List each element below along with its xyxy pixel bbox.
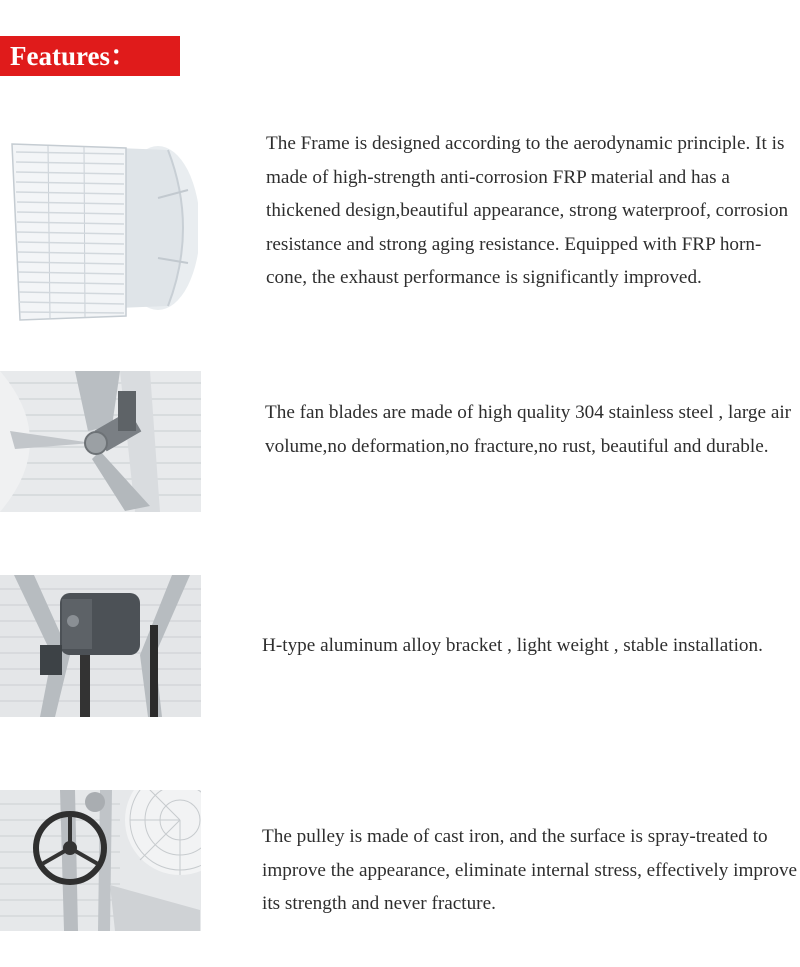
blades-photo: [0, 371, 201, 512]
feature-bracket-text: H-type aluminum alloy bracket , light weight , stable installation.: [262, 635, 763, 656]
feature-pulley-text: The pulley is made of cast iron, and the surface is spray-treated to improve the appearance, eliminate internal stress, effectively improve its strength and never fracture.: [262, 826, 798, 914]
features-heading: Features：: [0, 36, 180, 76]
feature-frame-text: The Frame is designed according to the aerodynamic principle. It is made of high-strength anti-corrosion FRP material and has a thickened design,beautiful appearance, strong waterproof, corrosion resistance and strong aging resistance. Equipped with FRP horn-cone, the exhaust performance is significantly improved.: [266, 133, 789, 288]
bracket-photo: [0, 575, 201, 717]
feature-blades-text: The fan blades are made of high quality 304 stainless steel , large air volume,no deformation,no fracture,no rust, beautiful and durable.: [265, 402, 792, 457]
pulley-photo: [0, 790, 201, 931]
frame-photo: [8, 138, 198, 323]
